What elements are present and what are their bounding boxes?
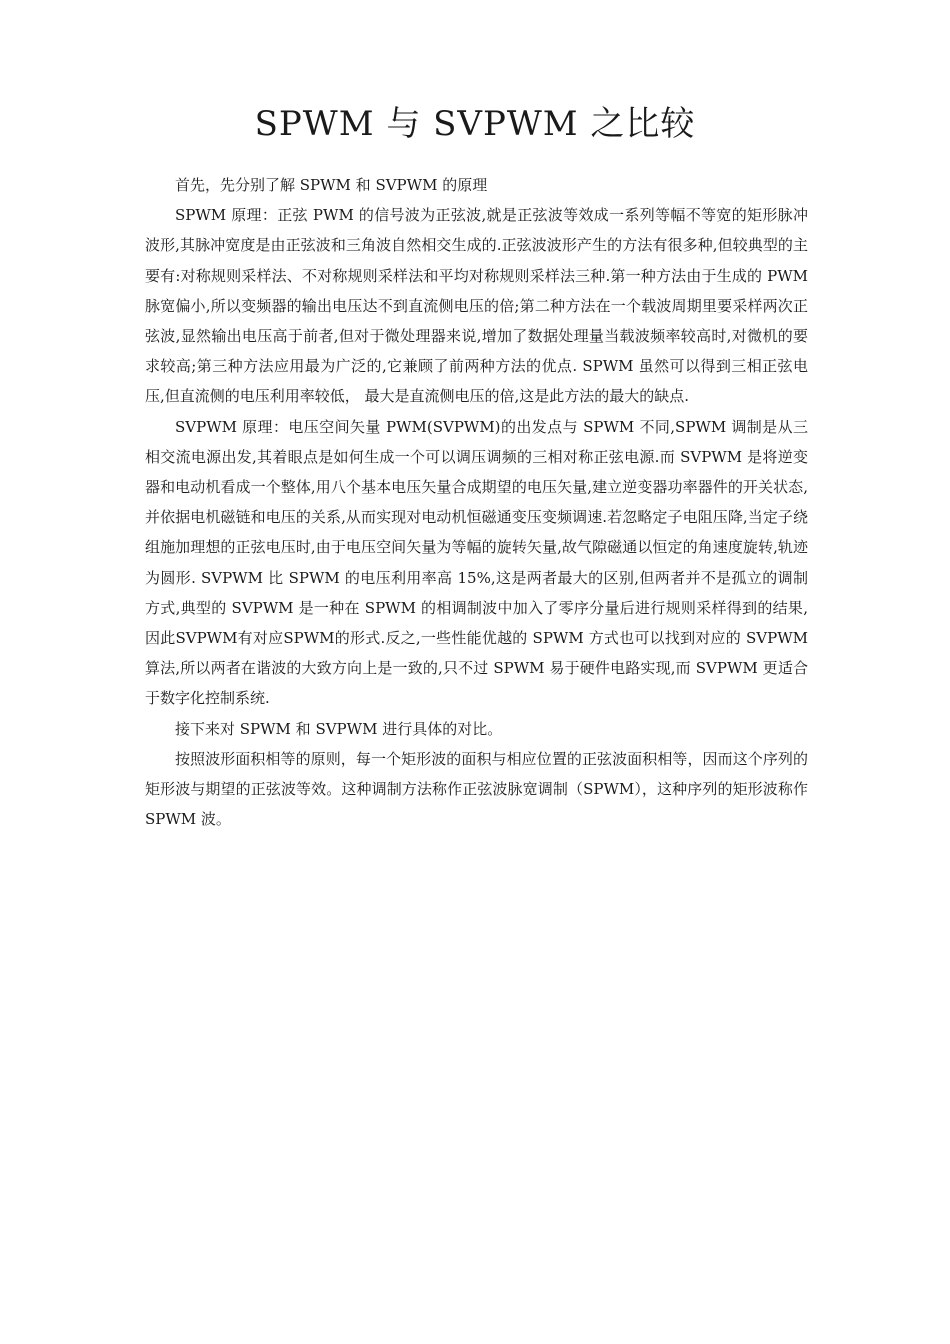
paragraph-svpwm-principle: SVPWM 原理：电压空间矢量 PWM(SVPWM)的出发点与 SPWM 不同,SPWM 调制是从三相交流电源出发,其着眼点是如何生成一个可以调压调频的三相对称正弦电源.而 SVPWM 是将逆变器和电动机看成一个整体,用八个基本电压矢量合成期望的电压矢量,建立逆变器功率器件的开关状态,并依据电机磁链和电压的关系,从而实现对电动机恒磁通变压变频调速.若忽略定子电阻压降,当定子绕组施加理想的正弦电压时,由于电压空间矢量为等幅的旋转矢量,故气隙磁通以恒定的角速度旋转,轨迹为圆形. SVPWM 比 SPWM 的电压利用率高 15%,这是两者最大的区别,但两者并不是孤立的调制方式,典型的 SVPWM 是一种在 SPWM 的相调制波中加入了零序分量后进行规则采样得到的结果,因此SVPWM有对应SPWM的形式.反之,一些性能优越的 SPWM 方式也可以找到对应的 SVPWM 算法,所以两者在谐波的大致方向上是一致的,只不过 SPWM 易于硬件电路实现,而 SVPWM 更适合于数字化控制系统. (145, 417, 808, 708)
document-body (145, 170, 808, 834)
paragraph-intro: 首先，先分别了解 SPWM 和 SVPWM 的原理 (175, 176, 488, 194)
paragraph-area-principle: 按照波形面积相等的原则，每一个矩形波的面积与相应位置的正弦波面积相等，因而这个序列的矩形波与期望的正弦波等效。这种调制方法称作正弦波脉宽调制（SPWM），这种序列的矩形波称作 SPWM 波。 (145, 749, 808, 829)
paragraph-comparison-intro: 接下来对 SPWM 和 SVPWM 进行具体的对比。 (175, 719, 503, 738)
document-title: SPWM 与 SVPWM 之比较 (254, 104, 696, 144)
paragraph-spwm-principle: SPWM 原理：正弦 PWM 的信号波为正弦波,就是正弦波等效成一系列等幅不等宽的矩形脉冲波形,其脉冲宽度是由正弦波和三角波自然相交生成的.正弦波波形产生的方法有很多种,但较典型的主要有:对称规则采样法、不对称规则采样法和平均对称规则采样法三种.第一种方法由于生成的 PWM 脉宽偏小,所以变频器的输出电压达不到直流侧电压的倍;第二种方法在一个载波周期里要采样两次正弦波,显然输出电压高于前者,但对于微处理器来说,增加了数据处理量当载波频率较高时,对微机的要求较高;第三种方法应用最为广泛的,它兼顾了前两种方法的优点. SPWM 虽然可以得到三相正弦电压,但直流侧的电压利用率较低， 最大是直流侧电压的倍,这是此方法的最大的缺点. (145, 206, 808, 406)
